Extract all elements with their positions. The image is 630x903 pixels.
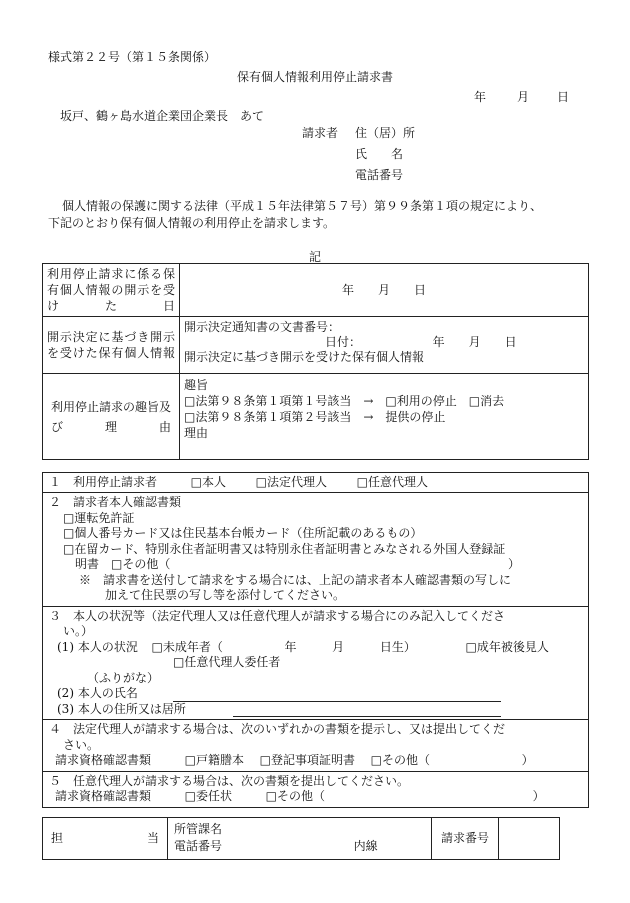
requester-label: 請求者: [302, 126, 339, 140]
sec2-heading: ２ 請求者本人確認書類: [49, 495, 182, 509]
row1-label: 利用停止請求に係る保有個人情報の開示を受けた日: [47, 267, 175, 313]
sec4-opt1: □戸籍謄本: [184, 753, 245, 767]
row2-value-cell: [180, 317, 589, 374]
sec2-item3a: □在留カード、特別永住者証明書又は特別永住者証明書とみなされる外国人登録証: [63, 541, 506, 556]
footer-phone: 電話番号: [174, 839, 223, 853]
sec2-note1: ※ 請求書を送付して請求をする場合には、上記の請求者本人確認書類の写しに: [79, 572, 512, 587]
sec3-adult-ward: □成年被後見人: [465, 639, 549, 654]
row1-label-cell: [43, 264, 180, 317]
sec3-cell: [43, 606, 589, 720]
sec5-close: ）: [532, 789, 545, 803]
intro-line2: 下記のとおり保有個人情報の利用停止を請求します。: [48, 216, 336, 230]
sec3-name-label: (2) 本人の氏名: [57, 686, 138, 700]
footer-request-no: 請求番号: [440, 831, 489, 845]
sec5-opt2: □その他（: [265, 789, 326, 803]
ki-label: 記: [308, 250, 321, 264]
sec1-opt-voluntary: □任意代理人: [356, 475, 429, 489]
sec3-heading1: ３ 本人の状況等（法定代理人又は任意代理人が請求する場合にのみ記入してくださ: [49, 608, 506, 623]
sec5-cell: [43, 771, 589, 807]
sec2-item3b: 明書 □その他（: [75, 557, 171, 571]
row2-date: 年 月 日: [432, 335, 517, 349]
row3-shushi: 趣旨: [184, 378, 209, 392]
form-title: 保有個人情報利用停止請求書: [236, 70, 393, 84]
row3-label-cell: [43, 374, 180, 460]
sec3-status-label: (1) 本人の状況: [57, 639, 138, 654]
row3-reason: 理由: [184, 426, 209, 440]
row3-label: 利用停止請求の趣旨及び理由: [51, 399, 172, 434]
sec4-opt2: □登記事項証明書: [259, 753, 356, 767]
date-day: 日: [557, 90, 570, 104]
sec4-opt3: □その他（: [370, 753, 431, 767]
row2-label: 開示決定に基づき開示を受けた保有個人情報: [47, 330, 175, 360]
requester-address-label: 住（居）所: [355, 126, 416, 140]
sec2-item1: □運転免許証: [63, 510, 135, 525]
sec4-doc-label: 請求資格確認書類: [55, 753, 152, 767]
date-month: 月: [517, 90, 530, 104]
sec3-address-label: (3) 本人の住所又は居所: [57, 701, 186, 716]
sec3-heading2: い。）: [63, 624, 94, 638]
sec4-close: ）: [521, 753, 534, 767]
form-number: 様式第２２号（第１５条関係）: [48, 50, 217, 64]
sec3-minor: □未成年者（: [151, 639, 223, 654]
row2-info: 開示決定に基づき開示を受けた保有個人情報: [184, 350, 425, 364]
row2-date-label: 日付：: [325, 335, 362, 349]
sec1-cell: [43, 473, 589, 493]
sec4-heading1: ４ 法定代理人が請求する場合は、次のいずれかの書類を提示し、又は提出してくだ: [49, 722, 506, 736]
footer-extension: 内線: [353, 839, 378, 853]
row3-value-cell: [180, 374, 589, 460]
row2-label-cell: [43, 317, 180, 374]
footer-tanto-cell: [43, 818, 168, 860]
row2-docno: 開示決定通知書の文書番号：: [184, 320, 341, 334]
footer-dept-cell: [168, 818, 432, 860]
addressee: 坂戸、鶴ヶ島水道企業団企業長 あて: [60, 109, 265, 123]
footer-table: [42, 817, 560, 860]
sec3-birth-day: 日生）: [379, 639, 416, 654]
sec1-opt-legal: □法定代理人: [255, 475, 328, 489]
sec2-cell: [43, 493, 589, 607]
section-table: [42, 472, 589, 808]
requester-phone-label: 電話番号: [355, 168, 404, 182]
sec3-furigana: （ふりがな）: [87, 670, 160, 685]
footer-request-no-value[interactable]: [499, 818, 560, 860]
footer-tanto: 担 当: [51, 831, 159, 845]
row1-value: 年 月 日: [341, 282, 426, 297]
footer-request-no-cell: [432, 818, 499, 860]
sec2-item2: □個人番号カード又は住民基本台帳カード（住所記載のあるもの）: [63, 526, 423, 540]
sec4-cell: [43, 720, 589, 772]
sec2-item3-close: ）: [508, 557, 521, 571]
intro-line1: 個人情報の保護に関する法律（平成１５年法律第５７号）第９９条第１項の規定により、: [62, 199, 543, 213]
sec3-birth-month: 月: [332, 639, 345, 654]
row3-opt1: □法第９８条第１項第１号該当 → □利用の停止 □消去: [184, 394, 505, 408]
sec2-note2: 加えて住民票の写し等を添付してください。: [105, 588, 346, 602]
row3-opt2: □法第９８条第１項第２号該当 → 提供の停止: [184, 410, 446, 424]
requester-name-label: 氏 名: [355, 147, 404, 161]
row1-value-cell: [180, 264, 589, 317]
sec5-doc-label: 請求資格確認書類: [55, 789, 152, 803]
sec3-birth-year: 年: [284, 639, 297, 654]
sec5-opt1: □委任状: [184, 789, 233, 803]
sec3-voluntary-principal: □任意代理人委任者: [173, 655, 281, 669]
sec4-heading2: さい。: [63, 737, 100, 752]
sec1-opt-self: □本人: [190, 475, 227, 489]
sec3-address-underline: [233, 704, 501, 717]
footer-dept: 所管課名: [174, 822, 223, 836]
sec5-heading: ５ 任意代理人が請求する場合は、次の書類を提出してください。: [49, 773, 410, 788]
date-year: 年: [474, 90, 487, 104]
sec1-heading: １ 利用停止請求者: [49, 475, 158, 489]
main-table: [42, 263, 589, 460]
sec3-name-underline: [173, 689, 501, 702]
